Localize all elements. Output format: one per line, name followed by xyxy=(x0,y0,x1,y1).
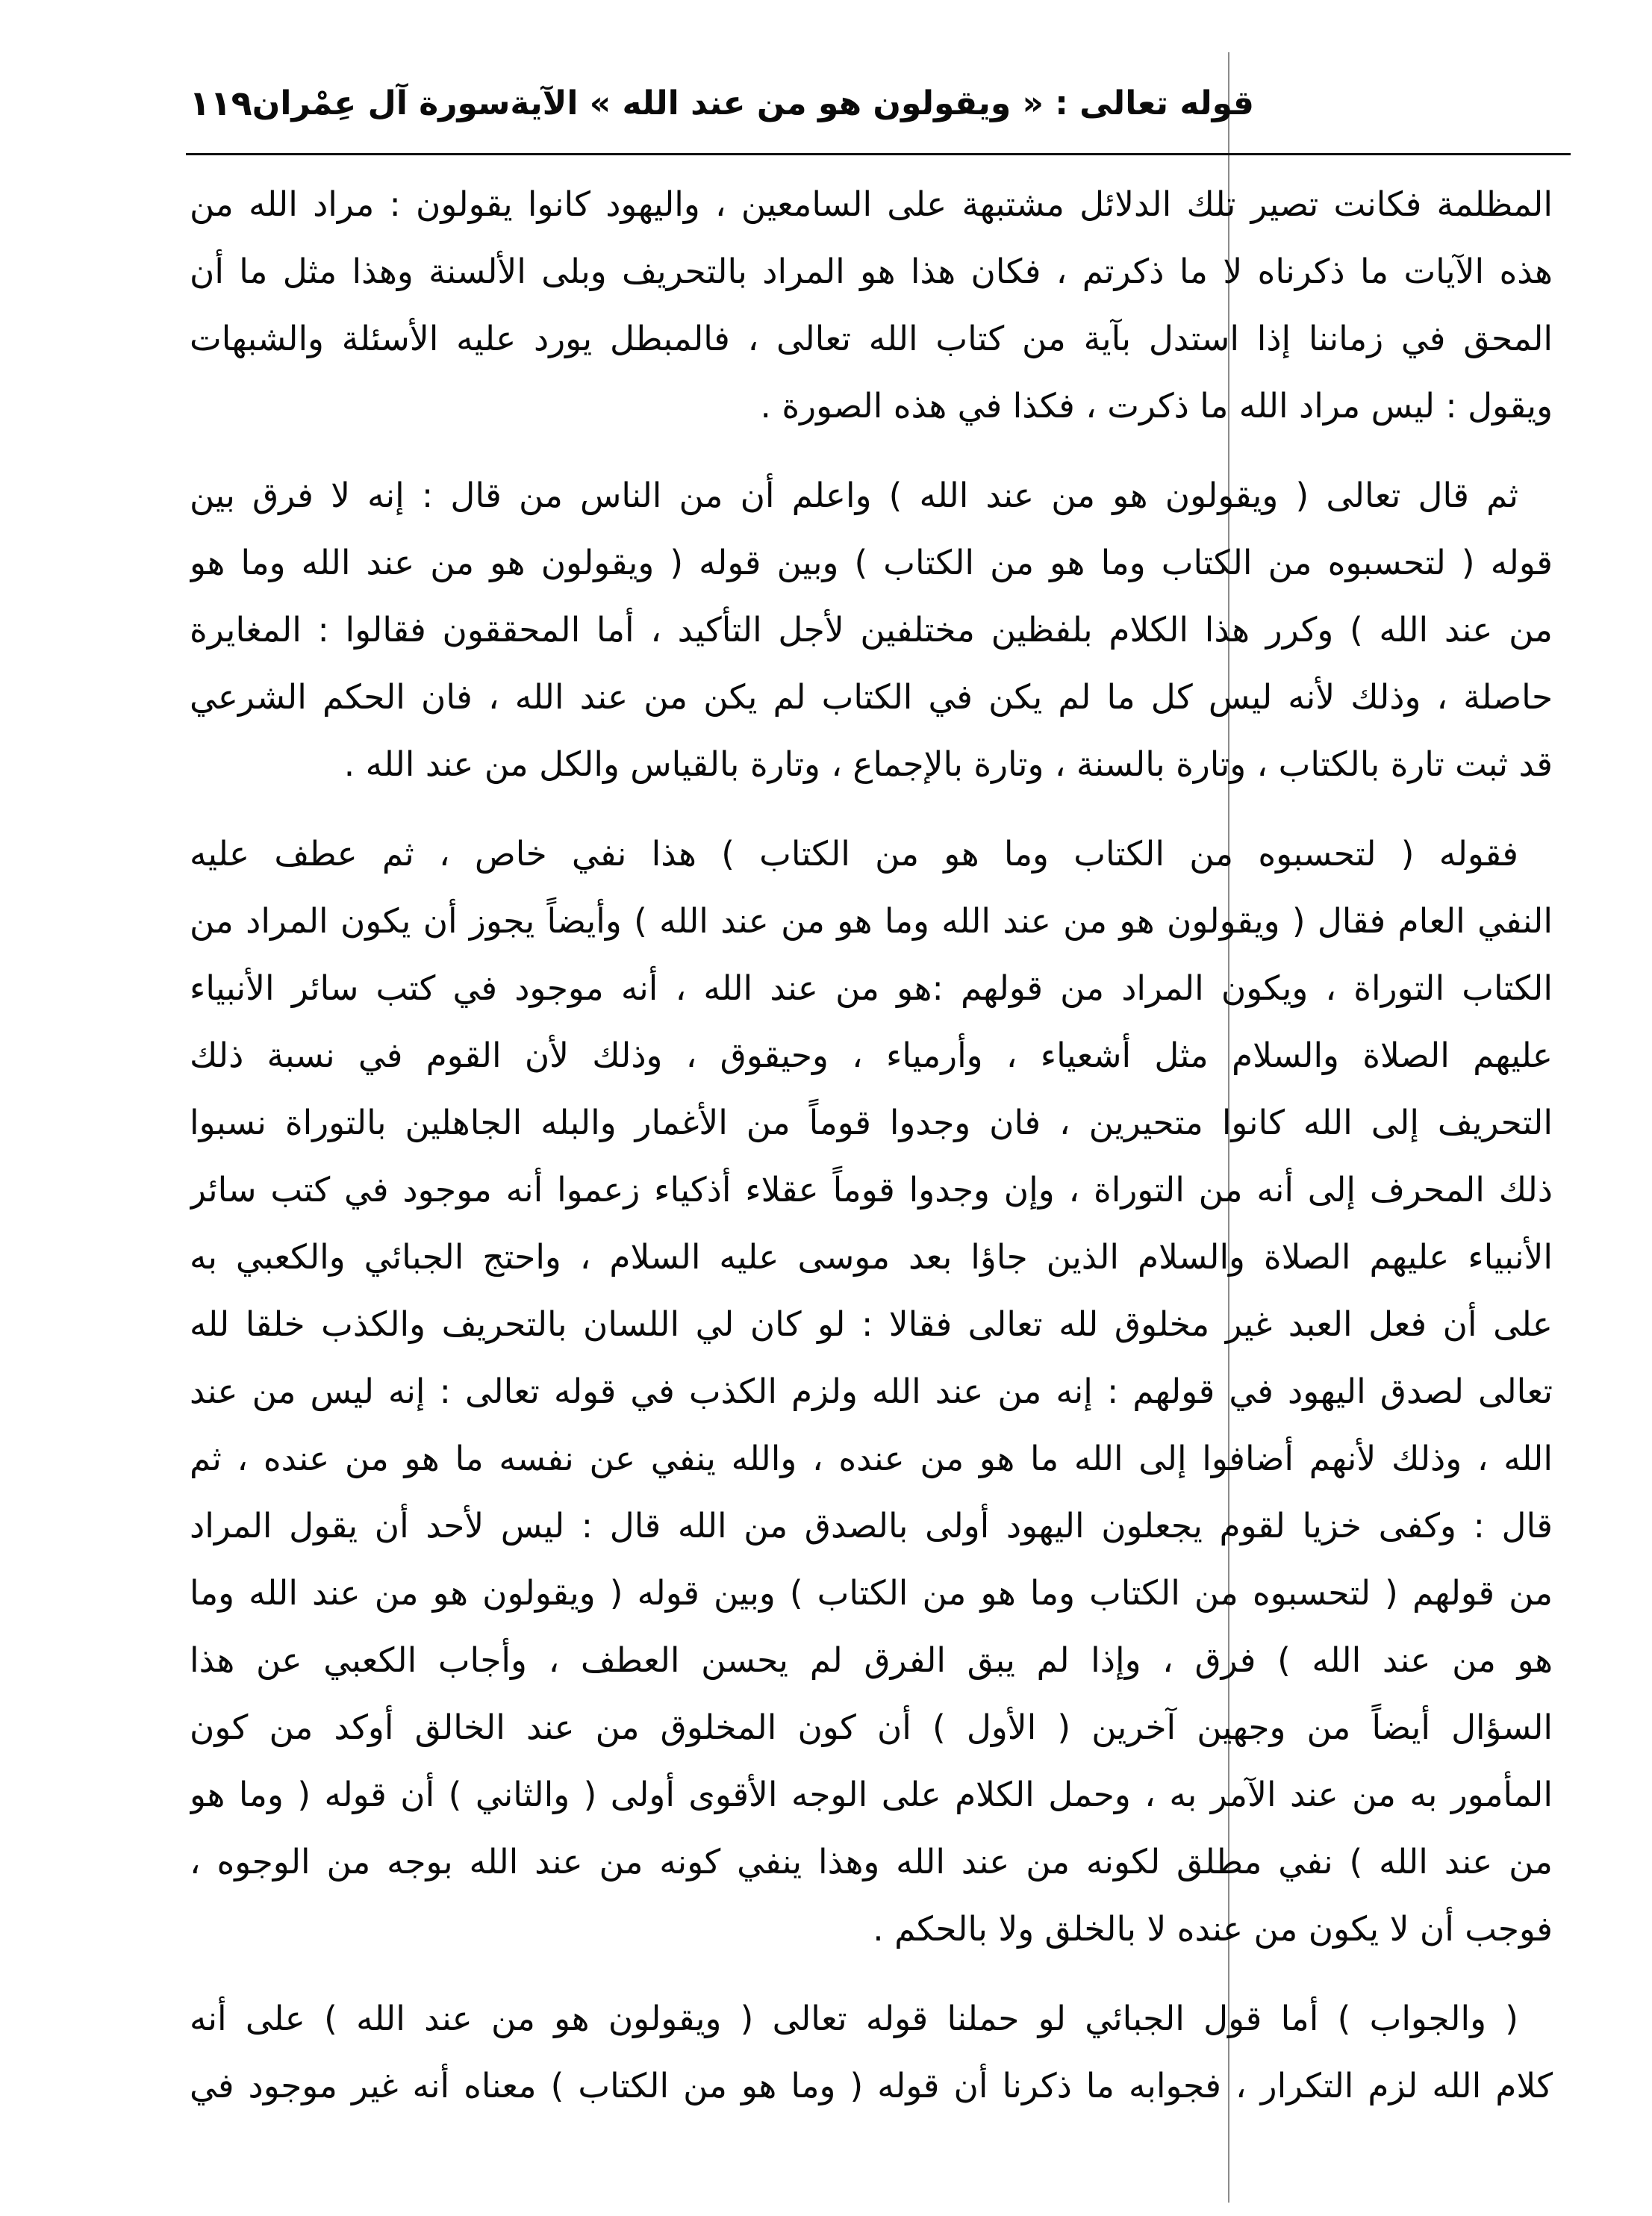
running-head xyxy=(190,73,1254,133)
text-line: المحق في زماننا إذا استدل بآية من كتاب الله تعالى ، فالمبطل يورد عليه الأسئلة والشبهات xyxy=(190,319,1553,358)
text-line: على أن فعل العبد غير مخلوق لله تعالى فقالا : لو كان لي اللسان بالتحريف والكذب خلقا لله xyxy=(190,1304,1553,1344)
text-line: حاصلة ، وذلك لأنه ليس كل ما لم يكن في الكتاب لم يكن من عند الله ، فان الحكم الشرعي xyxy=(190,677,1553,717)
text-line: الأنبياء عليهم الصلاة والسلام الذين جاؤا بعد موسى عليه السلام ، واحتج الجبائي والكعبي به xyxy=(190,1237,1553,1277)
text-line: ويقول : ليس مراد الله ما ذكرت ، فكذا في هذه الصورة . xyxy=(760,386,1553,426)
text-line: فوجب أن لا يكون من عنده لا بالخلق ولا بالحكم . xyxy=(873,1909,1553,1949)
text-line: هو من عند الله ) فرق ، وإذا لم يبق الفرق لم يحسن العطف ، وأجاب الكعبي عن هذا xyxy=(190,1640,1553,1680)
running-head-title: قوله تعالى : « ويقولون هو من عند الله » الآية xyxy=(510,84,1254,122)
paragraph xyxy=(190,821,1553,1963)
text-line: قد ثبت تارة بالكتاب ، وتارة بالسنة ، وتارة بالإجماع ، وتارة بالقياس والكل من عند الله . xyxy=(343,744,1553,784)
text-line: النفي العام فقال ( ويقولون هو من عند الله وما هو من عند الله ) وأيضاً يجوز أن يكون المراد من xyxy=(190,901,1553,941)
text-line: تعالى لصدق اليهود في قولهم : إنه من عند الله ولزم الكذب في قوله تعالى : إنه ليس من عند xyxy=(190,1372,1553,1411)
text-line: الكتاب التوراة ، ويكون المراد من قولهم :هو من عند الله ، أنه موجود في كتب سائر الأنبياء xyxy=(190,968,1553,1008)
text-line: عليهم الصلاة والسلام مثل أشعياء ، وأرمياء ، وحيقوق ، وذلك لأن القوم في نسبة ذلك xyxy=(190,1036,1553,1075)
paragraph xyxy=(190,462,1553,798)
header-rule xyxy=(186,153,1571,155)
text-line: قال : وكفى خزيا لقوم يجعلون اليهود أولى بالصدق من الله قال : ليس لأحد أن يقول المراد xyxy=(190,1506,1553,1546)
text-line: من قولهم ( لتحسبوه من الكتاب وما هو من الكتاب ) وبين قوله ( ويقولون هو من عند الله وما xyxy=(190,1573,1553,1613)
text-line: المأمور به من عند الآمر به ، وحمل الكلام على الوجه الأقوى أولى ( والثاني ) أن قوله ( وما هو xyxy=(190,1775,1553,1814)
paragraph xyxy=(190,1985,1553,2120)
text-line: المظلمة فكانت تصير تلك الدلائل مشتبهة على السامعين ، واليهود كانوا يقولون : مراد الله من xyxy=(190,184,1553,224)
text-line: التحريف إلى الله كانوا متحيرين ، فان وجدوا قوماً من الأغمار والبله الجاهلين بالتوراة نسبوا xyxy=(190,1103,1553,1142)
page-number: ١١٩ xyxy=(189,83,252,123)
text-line: ( والجواب ) أما قول الجبائي لو حملنا قوله تعالى ( ويقولون هو من عند الله ) على أنه xyxy=(190,1999,1518,2038)
text-line: فقوله ( لتحسبوه من الكتاب وما هو من الكتاب ) هذا نفي خاص ، ثم عطف عليه xyxy=(190,834,1518,874)
text-line: قوله ( لتحسبوه من الكتاب وما هو من الكتاب ) وبين قوله ( ويقولون هو من عند الله وما هو xyxy=(190,543,1553,582)
text-line: السؤال أيضاً من وجهين آخرين ( الأول ) أن كون المخلوق من عند الخالق أوكد من كون xyxy=(190,1708,1553,1747)
text-line: ثم قال تعالى ( ويقولون هو من عند الله ) واعلم أن من الناس من قال : إنه لا فرق بين xyxy=(190,476,1518,515)
text-line: من عند الله ) وكرر هذا الكلام بلفظين مختلفين لأجل التأكيد ، أما المحققون فقالوا : المغايرة xyxy=(190,610,1553,650)
text-line: من عند الله ) نفي مطلق لكونه من عند الله وهذا ينفي كونه من عند الله بوجه من الوجوه ، xyxy=(190,1842,1553,1882)
text-line: الله ، وذلك لأنهم أضافوا إلى الله ما هو من عنده ، والله ينفي عن نفسه ما هو من عنده ، ثم xyxy=(190,1439,1553,1478)
body-text xyxy=(190,171,1553,2120)
paragraph xyxy=(190,171,1553,440)
text-line: ذلك المحرف إلى أنه من التوراة ، وإن وجدوا قوماً عقلاء أذكياء زعموا أنه موجود في كتب سائر xyxy=(190,1170,1553,1210)
text-line: هذه الآيات ما ذكرناه لا ما ذكرتم ، فكان هذا هو المراد بالتحريف وبلى الألسنة وهذا مثل ما أن xyxy=(190,252,1553,291)
surah-name: سورة آل عِمْران xyxy=(252,84,511,122)
text-line: كلام الله لزم التكرار ، فجوابه ما ذكرنا أن قوله ( وما هو من الكتاب ) معناه أنه غير موجود في xyxy=(190,2066,1553,2105)
